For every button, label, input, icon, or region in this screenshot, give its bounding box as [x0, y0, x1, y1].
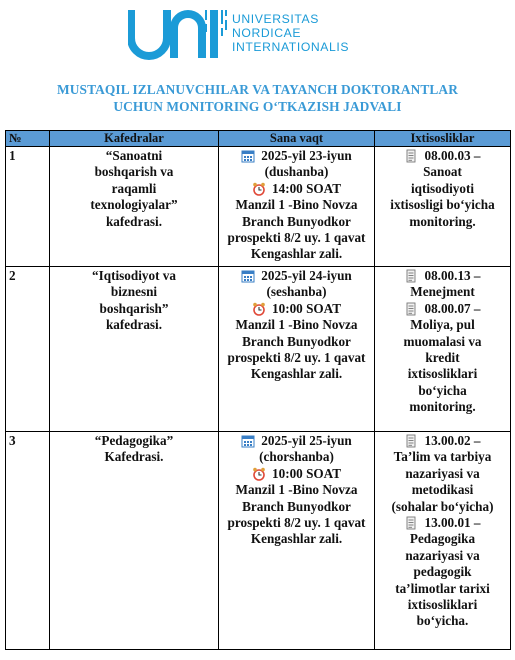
address-line [221, 230, 372, 246]
specialty-line-text: pedagogik [413, 564, 472, 580]
calendar-icon [241, 434, 255, 448]
date-line [221, 268, 372, 284]
page-title-line: UCHUN MONITORING O‘TKAZISH JADVALI [113, 99, 402, 114]
kafedra-line-text: kafedrasi. [105, 213, 163, 229]
calendar-icon [241, 149, 255, 163]
document-icon [404, 149, 418, 163]
address-line [221, 499, 372, 515]
specialty-line [381, 197, 504, 213]
calendar-icon [241, 269, 255, 283]
specialty-code [381, 268, 504, 284]
specialty-line [381, 581, 504, 597]
specialty-line [381, 597, 504, 613]
specialty-line [381, 548, 504, 564]
weekday-line-text: (chorshanba) [259, 449, 334, 465]
specialty-line [381, 499, 504, 515]
specialty-cell [375, 432, 511, 650]
specialty-line [381, 449, 504, 465]
row-number: 1 [6, 147, 50, 267]
specialty-line-text: bo‘yicha. [416, 613, 469, 629]
address-line [221, 515, 372, 531]
kafedra-line-text: Kafedrasi. [104, 449, 164, 465]
date-line [221, 433, 372, 449]
kafedra-line [60, 164, 208, 180]
specialty-line [381, 350, 504, 366]
kafedra-line [60, 148, 208, 164]
address-line [221, 214, 372, 230]
specialty-code-text: 08.00.07 – [424, 300, 481, 316]
university-name [232, 12, 349, 54]
alarm-clock-icon [252, 182, 266, 196]
specialty-line [381, 334, 504, 350]
time-line [221, 181, 372, 197]
time-line-text: 14:00 SOAT [272, 180, 341, 196]
address-line [221, 531, 372, 547]
weekday-line [221, 164, 372, 180]
specialty-line-text: ixtisosliklari [407, 366, 478, 382]
date-time-cell [219, 267, 375, 432]
kafedra-line [60, 181, 208, 197]
specialty-line [381, 214, 504, 230]
date-line-text: 2025-yil 24-iyun [261, 268, 352, 283]
address-line-text: Kengashlar zali. [250, 366, 343, 382]
specialty-line-text: kredit [425, 350, 460, 366]
weekday-line [221, 284, 372, 300]
address-line [221, 317, 372, 333]
kafedra-line [60, 433, 208, 449]
university-name-line: UNIVERSITAS [232, 12, 319, 26]
specialty-line [381, 284, 504, 300]
kafedra-line [60, 214, 208, 230]
address-line [221, 350, 372, 366]
row-number: 2 [6, 267, 50, 432]
specialty-code [381, 433, 504, 449]
table-row [6, 432, 511, 650]
specialty-line [381, 399, 504, 415]
address-line-text: Manzil 1 -Bino Novza [235, 317, 358, 333]
specialty-cell [375, 267, 511, 432]
kafedra-cell [50, 267, 219, 432]
page-title [0, 81, 515, 115]
address-line [221, 334, 372, 350]
specialty-line-text: (sohalar bo‘yicha) [391, 498, 494, 514]
column-header-number: № [6, 131, 50, 147]
university-logo [128, 4, 388, 66]
kafedra-line-text: texnologiyalar” [90, 197, 178, 213]
specialty-code-text: 13.00.01 – [424, 515, 481, 531]
specialty-line-text: bo‘yicha [418, 382, 467, 398]
monitoring-schedule-table [5, 130, 511, 650]
date-line-text: 2025-yil 23-iyun [261, 148, 352, 163]
specialty-line [381, 564, 504, 580]
specialty-line [381, 531, 504, 547]
specialty-line [381, 613, 504, 629]
table-row [6, 267, 511, 432]
weekday-line-text: (seshanba) [266, 284, 327, 300]
date-line [221, 148, 372, 164]
kafedra-line [60, 449, 208, 465]
specialty-line-text: nazariyasi va [405, 465, 480, 481]
kafedra-line [60, 301, 208, 317]
row-number: 3 [6, 432, 50, 650]
specialty-code-text: 08.00.13 – [424, 268, 481, 283]
specialty-line-text: Pedagogika [409, 531, 476, 547]
address-line-text: Kengashlar zali. [250, 246, 343, 262]
time-line-text: 10:00 SOAT [272, 300, 341, 316]
address-line [221, 482, 372, 498]
time-line-text: 10:00 SOAT [272, 465, 341, 481]
alarm-clock-icon [252, 302, 266, 316]
specialty-line [381, 164, 504, 180]
date-time-cell [219, 147, 375, 267]
table-body [6, 147, 511, 650]
specialty-line-text: Sanoat [423, 164, 462, 180]
kafedra-line-text: kafedrasi. [105, 317, 163, 333]
specialty-line-text: metodikasi [411, 482, 474, 498]
kafedra-line [60, 268, 208, 284]
specialty-line [381, 366, 504, 382]
kafedra-line-text: raqamli [111, 180, 157, 196]
university-name-line: INTERNATIONALIS [232, 40, 350, 54]
specialty-line-text: Ta’lim va tarbiya [393, 449, 492, 465]
kafedra-line-text: “Pedagogika” [94, 433, 174, 448]
specialty-line [381, 383, 504, 399]
kafedra-line-text: “Iqtisodiyot va [92, 268, 176, 283]
specialty-line-text: monitoring. [409, 213, 476, 229]
address-line [221, 366, 372, 382]
address-line [221, 197, 372, 213]
page-title-line: MUSTAQIL IZLANUVCHILAR VA TAYANCH DOKTORANTLAR [57, 82, 458, 97]
column-header-sana-vaqt: Sana vaqt [219, 131, 375, 147]
specialty-line-text: ixtisosliklari [407, 597, 478, 613]
column-header-kafedralar: Kafedralar [50, 131, 219, 147]
address-line-text: Manzil 1 -Bino Novza [235, 482, 358, 498]
address-line [221, 246, 372, 262]
specialty-line-text: ixtisosligi bo‘yicha [390, 197, 495, 213]
document-icon [404, 434, 418, 448]
specialty-cell [375, 147, 511, 267]
specialty-code [381, 515, 504, 531]
specialty-line-text: iqtisodiyoti [410, 180, 475, 196]
specialty-line-text: Moliya, pul [410, 317, 475, 333]
specialty-code-text: 13.00.02 – [424, 433, 481, 448]
uni-logo-mark [128, 4, 228, 64]
date-line-text: 2025-yil 25-iyun [261, 433, 352, 448]
kafedra-cell [50, 432, 219, 650]
specialty-line-text: Menejment [410, 284, 475, 300]
kafedra-line-text: boshqarish” [99, 300, 169, 316]
specialty-line-text: ta’limotlar tarixi [395, 580, 490, 596]
kafedra-line-text: boshqarish va [94, 164, 174, 180]
table-header-row [6, 131, 511, 147]
specialty-line [381, 482, 504, 498]
document-icon [404, 516, 418, 530]
kafedra-line [60, 317, 208, 333]
address-line-text: Branch Bunyodkor [242, 333, 351, 349]
table-row [6, 147, 511, 267]
weekday-line [221, 449, 372, 465]
kafedra-line-text: “Sanoatni [105, 148, 163, 163]
specialty-code [381, 148, 504, 164]
document-icon [404, 302, 418, 316]
date-time-cell [219, 432, 375, 650]
time-line [221, 301, 372, 317]
weekday-line-text: (dushanba) [264, 164, 329, 180]
kafedra-line-text: biznesni [110, 284, 158, 300]
kafedra-line [60, 197, 208, 213]
kafedra-cell [50, 147, 219, 267]
specialty-code [381, 301, 504, 317]
address-line-text: Kengashlar zali. [250, 531, 343, 547]
column-header-ixtisosliklar: Ixtisosliklar [375, 131, 511, 147]
specialty-line [381, 181, 504, 197]
specialty-line [381, 466, 504, 482]
time-line [221, 466, 372, 482]
specialty-line-text: muomalasi va [403, 333, 482, 349]
alarm-clock-icon [252, 467, 266, 481]
address-line-text: prospekti 8/2 uy. 1 qavat [227, 230, 366, 246]
specialty-line [381, 317, 504, 333]
specialty-code-text: 08.00.03 – [424, 148, 481, 163]
specialty-line-text: nazariyasi va [405, 547, 480, 563]
address-line-text: Manzil 1 -Bino Novza [235, 197, 358, 213]
specialty-line-text: monitoring. [409, 399, 476, 415]
address-line-text: prospekti 8/2 uy. 1 qavat [227, 350, 366, 366]
address-line-text: Branch Bunyodkor [242, 498, 351, 514]
university-name-line: NORDICAE [232, 26, 302, 40]
address-line-text: prospekti 8/2 uy. 1 qavat [227, 515, 366, 531]
address-line-text: Branch Bunyodkor [242, 213, 351, 229]
kafedra-line [60, 284, 208, 300]
document-icon [404, 269, 418, 283]
